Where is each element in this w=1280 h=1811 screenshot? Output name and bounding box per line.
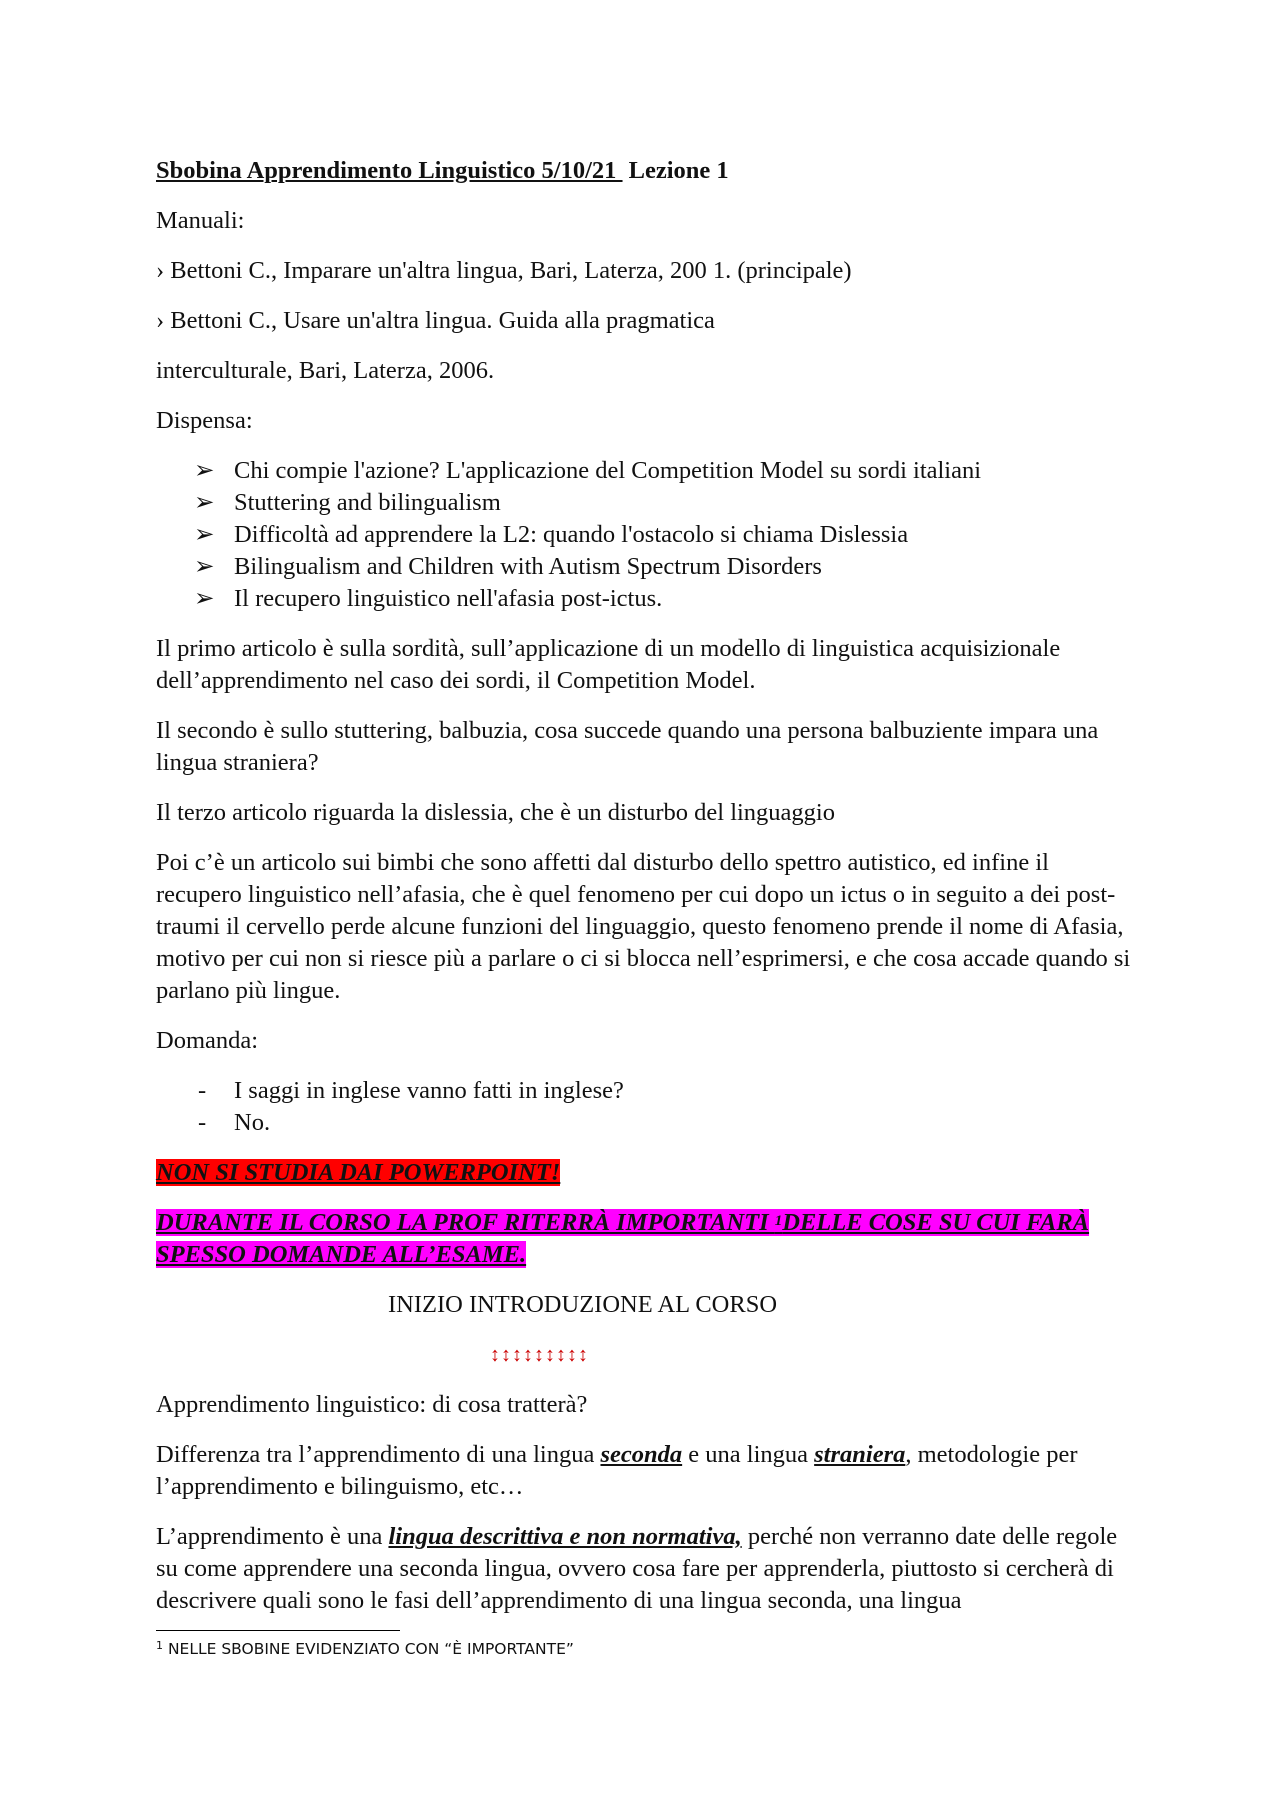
list-item [194,583,1136,615]
section-arrows [156,1339,1136,1371]
text-run: Differenza tra l’apprendimento di una lingua [156,1441,601,1468]
magenta-text-1: DURANTE IL CORSO LA PROF RITERRÀ IMPORTANTI [156,1209,775,1236]
list-item [194,1075,1136,1107]
text-run: , metodologie per l’apprendimento e bilinguismo, etc… [156,1441,1078,1500]
warning-important [156,1207,1136,1271]
list-item-text: Bilingualism and Children with Autism Spectrum Disorders [234,553,822,580]
intro-question: Apprendimento linguistico: di cosa tratterà? [156,1391,588,1418]
red-highlight: NON SI STUDIA DAI POWERPOINT! [156,1159,561,1186]
paragraph-dislessia: Il terzo articolo riguarda la dislessia, che è un disturbo del linguaggio [156,799,835,826]
paragraph-afasia: Poi c’è un articolo sui bimbi che sono affetti dal disturbo dello spettro autistico, ed infine il recupero linguistico nell’afasia, che è quel fenomeno per cui dopo un ictus o in seguito a dei post-traumi il cervello perde alcune funzioni del linguaggio, questo fenomeno prende il nome di Afasia, motivo per cui non si riesce più a parlare o ci si blocca nell’esprimersi, e che cosa accade quando si parlano più lingue. [156,849,1131,1004]
list-item-text: Difficoltà ad apprendere la L2: quando l'ostacolo si chiama Dislessia [234,521,909,548]
manuale-2-line2: interculturale, Bari, Laterza, 2006. [156,357,495,384]
footnote-ref: 1 [774,1213,783,1229]
text-run: L’apprendimento è una [156,1523,389,1550]
footnote-text: NELLE SBOBINE EVIDENZIATO CON “È IMPORTANTE” [167,1640,574,1658]
dash-bullet-icon: - [198,1077,207,1104]
term-seconda: seconda [600,1441,683,1468]
footnote-separator [156,1630,400,1631]
document-title [156,155,1136,187]
footnote-number: 1 [156,1639,163,1652]
list-item [194,455,1136,487]
arrow-bullet-icon: ➢ [194,457,215,484]
domanda-heading: Domanda: [156,1027,259,1054]
domanda-list [156,1075,1136,1139]
manuale-2-line1: › Bettoni C., Usare un'altra lingua. Guida alla pragmatica [156,307,715,334]
document-body [156,155,1136,1635]
list-item [194,519,1136,551]
term-straniera: straniera [814,1441,906,1468]
dash-bullet-icon: - [198,1109,207,1136]
warning-powerpoint [156,1157,1136,1189]
term-descrittiva: lingua descrittiva e non normativa, [388,1523,742,1550]
paragraph-stuttering: Il secondo è sullo stuttering, balbuzia, cosa succede quando una persona balbuziente impara una lingua straniera? [156,717,1099,776]
title-lesson: Lezione 1 [628,157,729,184]
dispensa-heading: Dispensa: [156,407,253,434]
text-run: perché non verranno date delle regole su come apprendere una seconda lingua, ovvero cosa fare per apprenderla, piuttosto si cercherà di descrivere quali sono le fasi dell’apprendimento di una lingua seconda, una lingua [156,1523,1118,1614]
list-item-text: Stuttering and bilingualism [234,489,501,516]
magenta-highlight [156,1209,1089,1268]
dispensa-list [156,455,1136,615]
list-item [194,487,1136,519]
updown-arrows-icon: ↕↕↕↕↕↕↕↕↕ [490,1344,589,1366]
arrow-bullet-icon: ➢ [194,521,215,548]
arrow-bullet-icon: ➢ [194,553,215,580]
list-item-text: Il recupero linguistico nell'afasia post-ictus. [234,585,663,612]
manuali-heading: Manuali: [156,207,245,234]
list-item [194,1107,1136,1139]
list-item-text: Chi compie l'azione? L'applicazione del Competition Model su sordi italiani [234,457,982,484]
text-run: e una lingua [682,1441,815,1468]
paragraph-sordita: Il primo articolo è sulla sordità, sull’applicazione di un modello di linguistica acquisizionale dell’apprendimento nel caso dei sordi, il Competition Model. [156,635,1061,694]
list-item-text: I saggi in inglese vanno fatti in inglese? [234,1077,624,1104]
magenta-text-2: DELLE COSE SU CUI FARÀ SPESSO DOMANDE ALL’ESAME. [156,1209,1090,1268]
manuale-1: › Bettoni C., Imparare un'altra lingua, Bari, Laterza, 200 1. (principale) [156,257,852,284]
list-item-text: No. [234,1109,271,1136]
arrow-bullet-icon: ➢ [194,585,215,612]
section-heading [156,1289,1136,1321]
arrow-bullet-icon: ➢ [194,489,215,516]
footnote [156,1640,574,1658]
list-item [194,551,1136,583]
paragraph-differenza [156,1439,1136,1503]
title-main: Sbobina Apprendimento Linguistico 5/10/21 [156,157,623,184]
paragraph-descrittiva [156,1521,1136,1617]
section-heading-text: INIZIO INTRODUZIONE AL CORSO [388,1291,778,1318]
